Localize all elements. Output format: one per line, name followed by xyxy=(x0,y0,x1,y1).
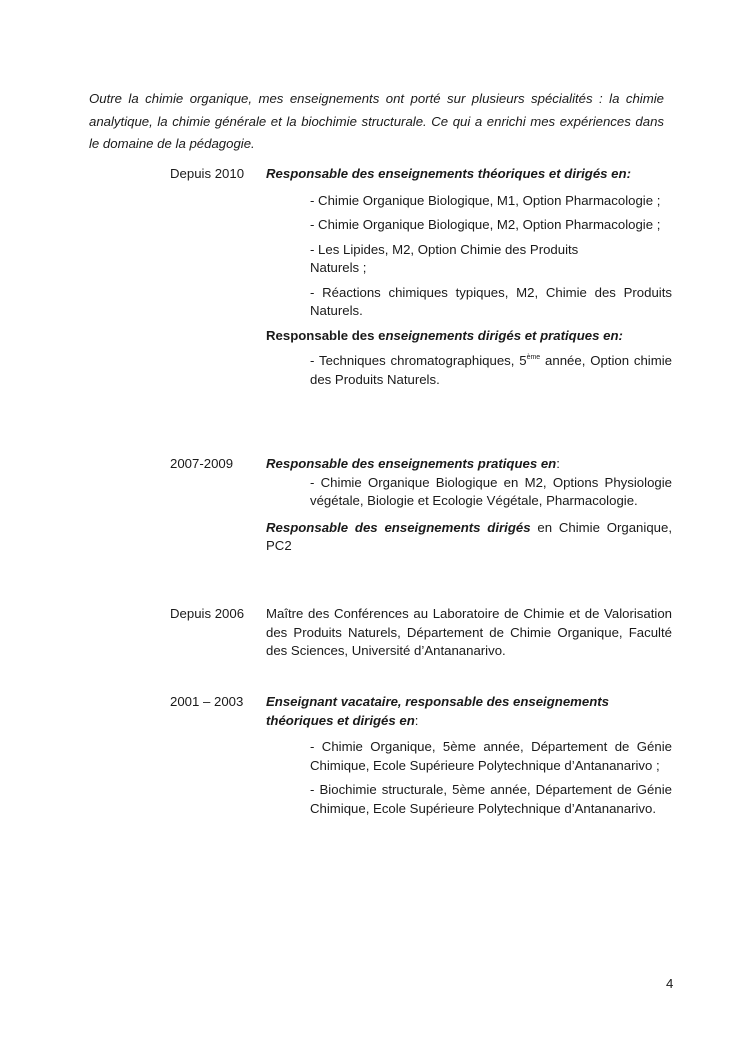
entry-date: 2007-2009 xyxy=(170,456,234,471)
list-item: - Biochimie structurale, 5ème année, Département de Génie Chimique, Ecole Supérieure Polytechnique d’Antananarivo. xyxy=(310,782,672,816)
entry-heading xyxy=(266,455,672,474)
subheading-italic: nseignements dirigés et pratiques en: xyxy=(385,327,623,343)
item-text: - Techniques chromatographiques, 5 xyxy=(310,353,527,368)
entry-date: Depuis 2010 xyxy=(170,166,245,181)
heading-tail: : xyxy=(556,456,560,471)
list-item: - Chimie Organique Biologique en M2, Options Physiologie végétale, Biologie et Ecologie Végétale, Pharmacologie. xyxy=(310,474,672,508)
superscript: ème xyxy=(526,354,541,361)
entry-content xyxy=(266,605,672,661)
entry-heading: Responsable des enseignements théoriques et dirigés en: xyxy=(266,166,631,181)
heading-text: Enseignant vacataire, responsable des enseignements théoriques et dirigés en xyxy=(266,694,610,728)
entry-text: Maître des Conférences au Laboratoire de Chimie et de Valorisation des Produits Naturels, Département de Chimie Organique, Faculté des Sciences, Université d’Antananarivo. xyxy=(266,606,672,658)
intro-paragraph: Outre la chimie organique, mes enseignements ont porté sur plusieurs spécialités : la chimie analytique, la chimie générale et la biochimie structurale. Ce qui a enrichi mes expériences dans le domaine de la pédagogie. xyxy=(89,91,664,151)
entry-date: 2001 – 2003 xyxy=(170,694,244,709)
entry-content xyxy=(266,165,672,395)
entry-date: Depuis 2006 xyxy=(170,606,245,621)
entry-subheading xyxy=(266,327,672,346)
heading-tail: : xyxy=(414,712,419,728)
list-item: - Réactions chimiques typiques, M2, Chimie des Produits Naturels. xyxy=(310,284,672,318)
entry-content xyxy=(266,693,672,824)
list-item: - Chimie Organique Biologique, M2, Option Pharmacologie ; xyxy=(310,217,661,232)
page-number: 4 xyxy=(666,976,674,991)
list-item: - Les Lipides, M2, Option Chimie des Produits Naturels ; xyxy=(310,241,579,275)
subheading-plain: Responsable des e xyxy=(266,327,386,343)
entry-content xyxy=(266,455,672,556)
subheading-text: Responsable des enseignements dirigés xyxy=(266,519,531,535)
heading-text: Responsable des enseignements pratiques en xyxy=(266,456,557,471)
item-text: année, Option chimie des Produits Naturels. xyxy=(310,353,672,387)
entry-heading xyxy=(266,693,672,730)
subheading-tail: en Chimie Organique, PC2 xyxy=(266,519,672,553)
list-item xyxy=(310,352,672,389)
entry-subheading xyxy=(266,519,672,556)
list-item: - Chimie Organique, 5ème année, Département de Génie Chimique, Ecole Supérieure Polytechnique d’Antananarivo ; xyxy=(310,739,672,773)
list-item: - Chimie Organique Biologique, M1, Option Pharmacologie ; xyxy=(310,192,661,208)
